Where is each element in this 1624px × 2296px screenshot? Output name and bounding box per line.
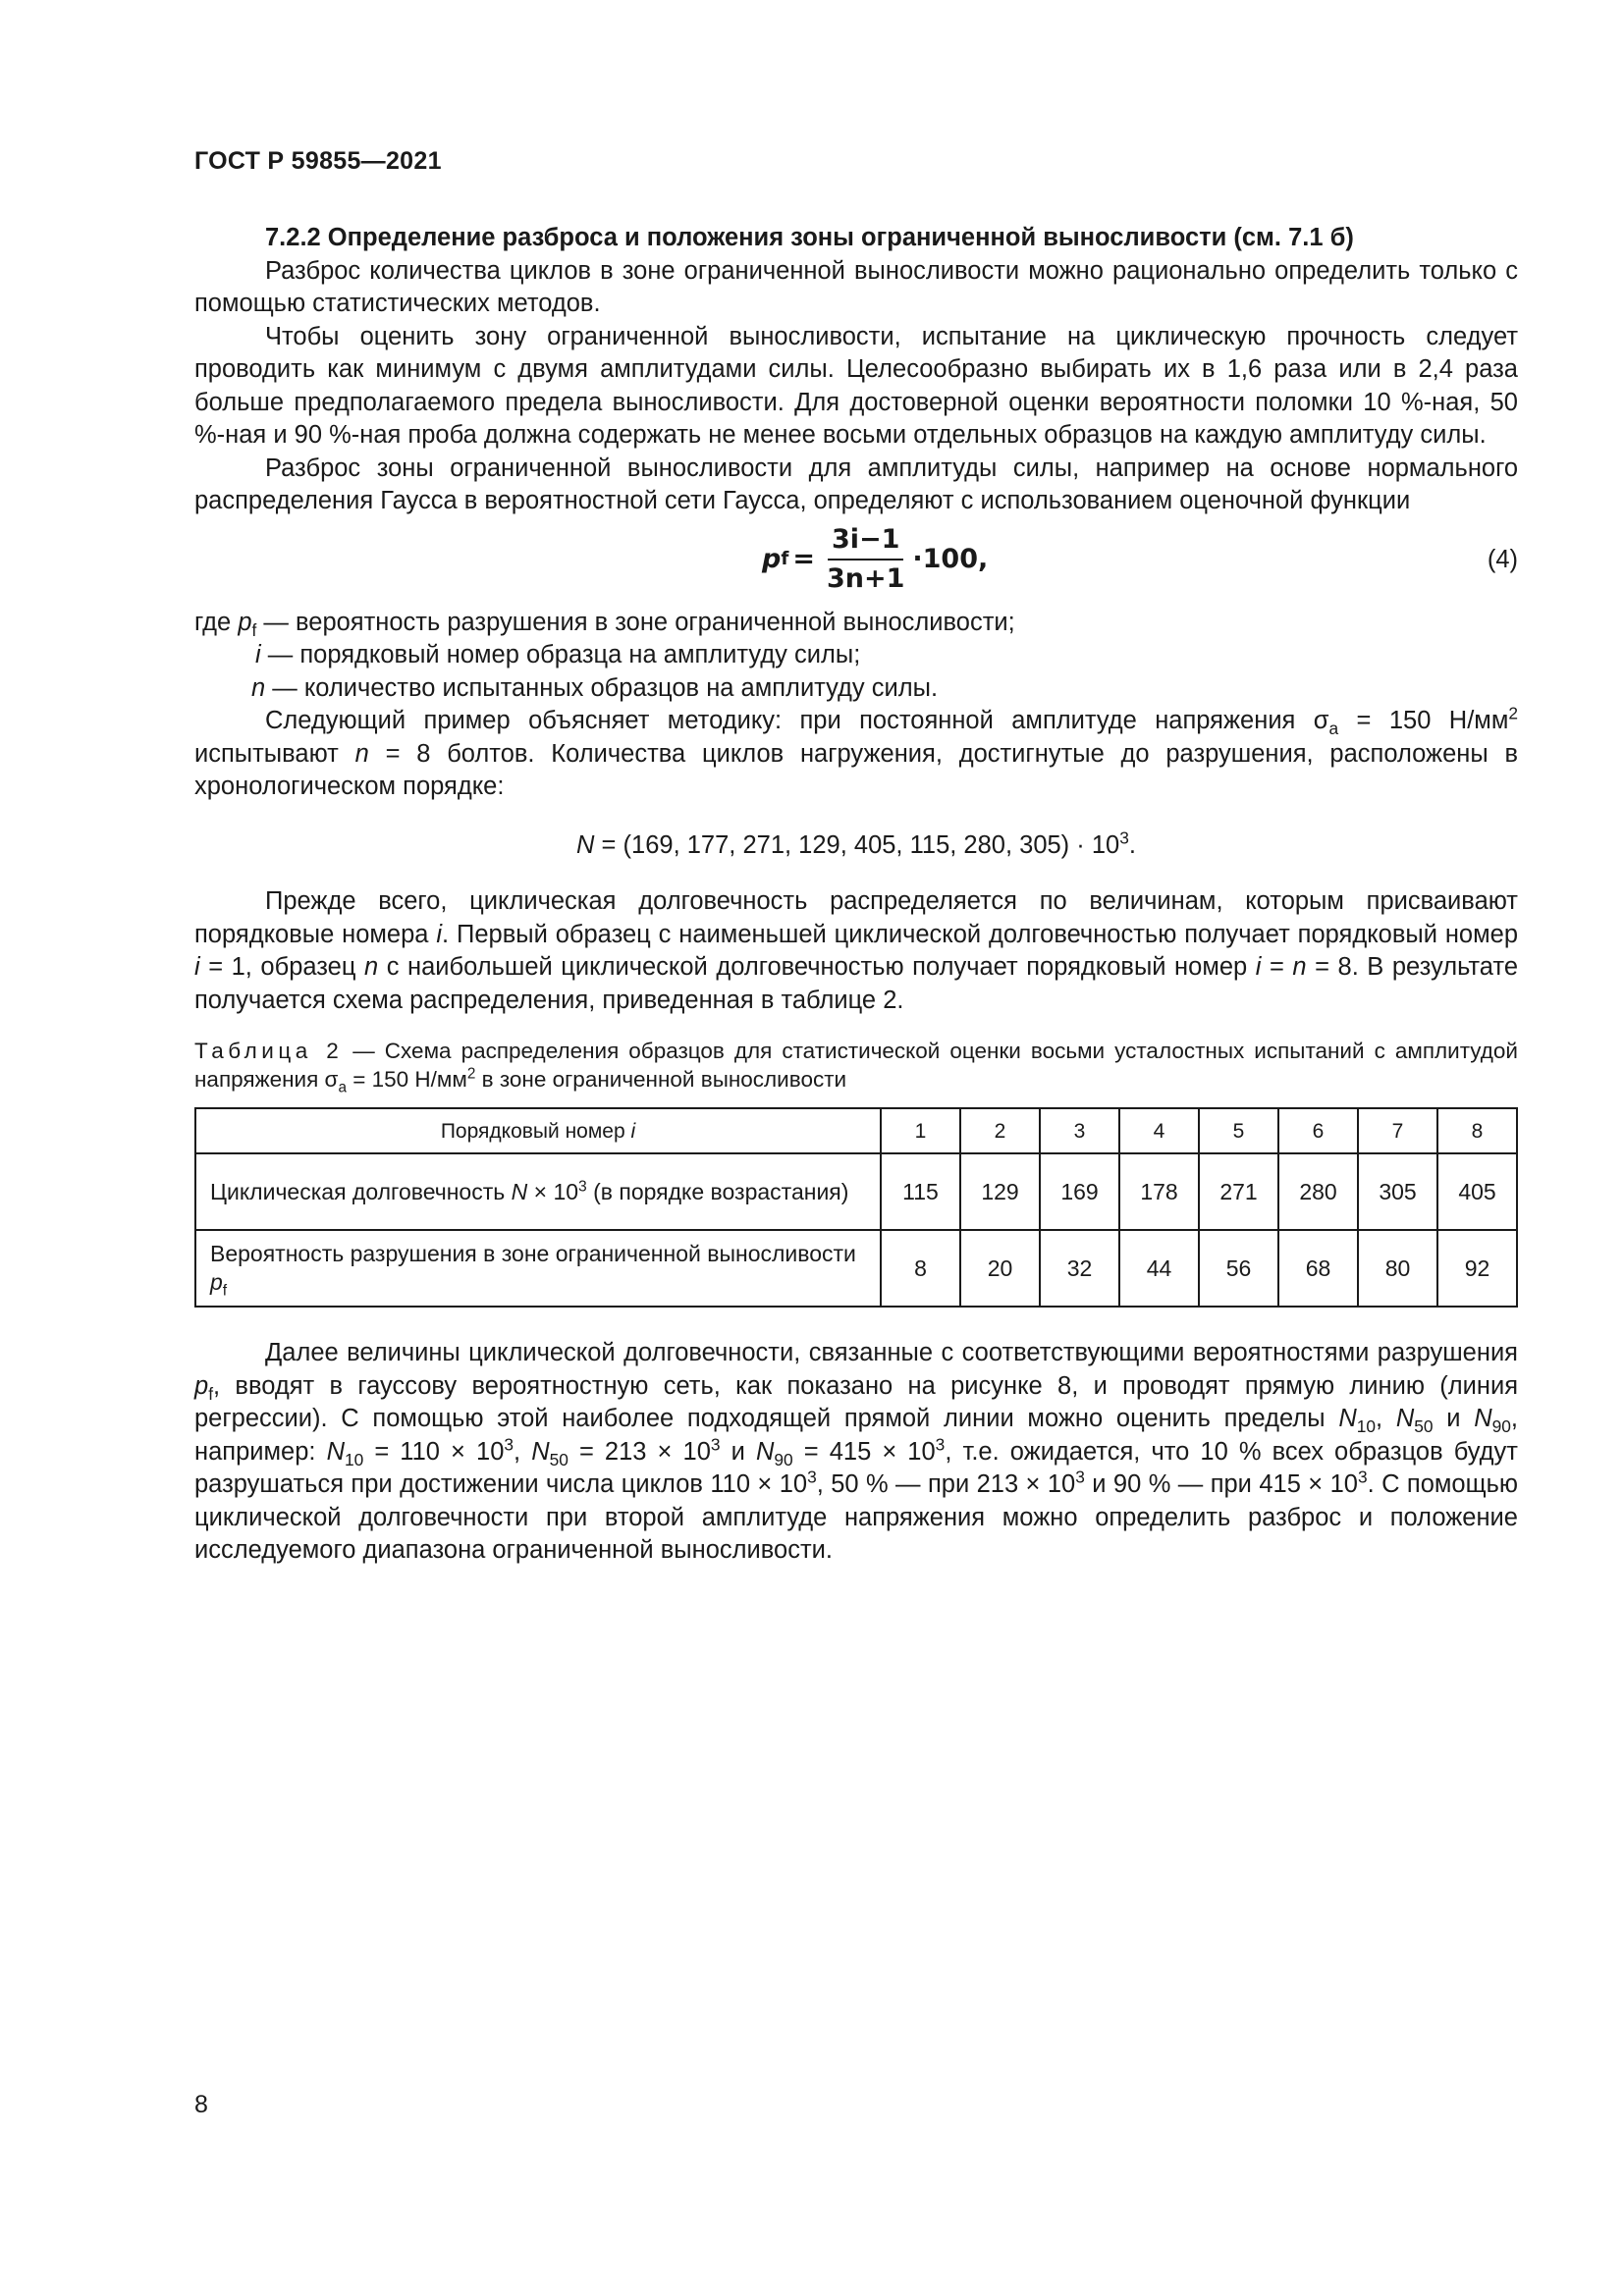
formula-number: (4) xyxy=(1487,545,1518,573)
table-row-label: Циклическая долговечность $N \times 10^3$ (в порядке возрастания) xyxy=(195,1153,881,1230)
paragraph-1: Разброс количества циклов в зоне ограниченной выносливости можно рационально определить только с помощью статистических методов. xyxy=(194,256,1518,317)
formula-fraction xyxy=(823,524,908,595)
table-cell: 178 xyxy=(1119,1153,1199,1230)
section-heading: 7.2.2 Определение разброса и положения зоны ограниченной выносливости (см. 7.1 б) xyxy=(265,224,1354,251)
table-cell: 305 xyxy=(1358,1153,1437,1230)
table-cell: 8 xyxy=(881,1230,960,1307)
table-caption: Таблица 2 — Схема распределения образцов для статистической оценки восьми усталостных испытаний с амплитудой напряжения $\sigma_a = 150$ $Н/мм^2$ в зоне ограниченной выносливости xyxy=(194,1039,1518,1096)
table-col: 1 xyxy=(881,1108,960,1153)
table-cell: 405 xyxy=(1437,1153,1517,1230)
formula-numerator: 3i−1 xyxy=(828,524,903,561)
table-row-label: Вероятность разрушения в зоне ограниченной выносливости $p_f$ xyxy=(195,1230,881,1307)
where-item-pf: где $p_f$ — вероятность разрушения в зоне ограниченной выносливости; xyxy=(194,608,1015,640)
table-col: 7 xyxy=(1358,1108,1437,1153)
table-row xyxy=(195,1153,1517,1230)
ordering-paragraph: Прежде всего, циклическая долговечность распределяется по величинам, которым присваивают порядковые номера i. Первый образец с наименьшей циклической долговечностью получает порядковый номер i = 1, образец n с наибольшей циклической долговечностью получает порядковый номер i = n = 8. В результате получается схема распределения, приведенная в таблице 2. xyxy=(194,887,1518,1014)
table-label: Таблица 2 xyxy=(194,1039,344,1063)
formula xyxy=(762,524,988,595)
table-cell: 280 xyxy=(1278,1153,1358,1230)
formula-tail: ·100, xyxy=(912,543,989,574)
table-col: 2 xyxy=(960,1108,1040,1153)
sequence-equation: N = (169, 177, 271, 129, 405, 115, 280, $305) \cdot 10^3$. xyxy=(576,828,1136,859)
table-cell: 169 xyxy=(1040,1153,1119,1230)
table-cell: 32 xyxy=(1040,1230,1119,1307)
table-cell: 56 xyxy=(1199,1230,1278,1307)
table-col: 8 xyxy=(1437,1108,1517,1153)
table-row xyxy=(195,1230,1517,1307)
table-cell: 68 xyxy=(1278,1230,1358,1307)
where-list xyxy=(194,607,1518,706)
table-col: 3 xyxy=(1040,1108,1119,1153)
table-header-label: Порядковый номер i xyxy=(195,1108,881,1153)
where-item-i: i — порядковый номер образца на амплитуду силы; xyxy=(255,641,861,668)
table-cell: 92 xyxy=(1437,1230,1517,1307)
table-cell: 44 xyxy=(1119,1230,1199,1307)
paragraph-3: Разброс зоны ограниченной выносливости для амплитуды силы, например на основе нормального распределения Гаусса в вероятностной сети Гаусса, определяют с использованием оценочной функции xyxy=(194,454,1518,514)
where-item-n: n — количество испытанных образцов на амплитуду силы. xyxy=(251,673,939,702)
page-number: 8 xyxy=(194,2091,208,2118)
table-col: 6 xyxy=(1278,1108,1358,1153)
formula-denominator: 3n+1 xyxy=(826,562,905,594)
paragraph-2: Чтобы оценить зону ограниченной выносливости, испытание на циклическую прочность следует проводить как минимум с двумя амплитудами силы. Целесообразно выбирать их в 1,6 раза или в 2,4 раза больше предполагаемого предела выносливости. Для достоверной оценки вероятности поломки 10 %-ная, 50 %-ная и 90 %-ная проба должна содержать не менее восьми отдельных образцов на каждую амплитуду силы. xyxy=(194,322,1518,449)
table-cell: 271 xyxy=(1199,1153,1278,1230)
example-paragraph: Следующий пример объясняет методику: при постоянной амплитуде напряжения $\sigma_a = 150$ $Н/мм^2$ испытывают n = 8 болтов. Количества циклов нагружения, достигнутые до разрушения, расположены в хронологическом порядке: xyxy=(194,703,1518,800)
table-cell: 115 xyxy=(881,1153,960,1230)
document-body xyxy=(194,222,1518,1568)
formula-block xyxy=(194,522,1518,605)
document-header: ГОСТ Р 59855—2021 xyxy=(194,147,442,175)
formula-equals: = xyxy=(792,543,815,574)
distribution-table xyxy=(194,1107,1518,1308)
formula-lhs: p xyxy=(762,543,782,574)
table-cell: 129 xyxy=(960,1153,1040,1230)
formula-lhs-sub: f xyxy=(781,548,789,569)
table-col: 5 xyxy=(1199,1108,1278,1153)
table-col: 4 xyxy=(1119,1108,1199,1153)
table-header-row xyxy=(195,1108,1517,1153)
table-cell: 80 xyxy=(1358,1230,1437,1307)
table-cell: 20 xyxy=(960,1230,1040,1307)
conclusion-paragraph: Далее величины циклической долговечности, связанные с соответствующими вероятностями разрушения $p_f$, вводят в гауссову вероятностную сеть, как показано на рисунке 8, и проводят прямую линию (линия регрессии). С помощью этой наиболее подходящей прямой линии можно оценить пределы $N_{10}$, $N_{50}$ и $N_{90}$, например: $N_{10} = 110 \times 10^3$, $N_{50} = 213 \times 10^3$ и $N_{90} = 415 \times 10^3$, т.е. ожидается, что 10 % всех образцов будут разрушаться при достижении числа циклов $110 \times 10^3$, 50 % — при $213 \times 10^3$ и 90 % — при $415 \times 10^3$. С помощью циклической долговечности при второй амплитуде напряжения можно определить разброс и положение исследуемого диапазона ограниченной выносливости. xyxy=(194,1339,1519,1564)
